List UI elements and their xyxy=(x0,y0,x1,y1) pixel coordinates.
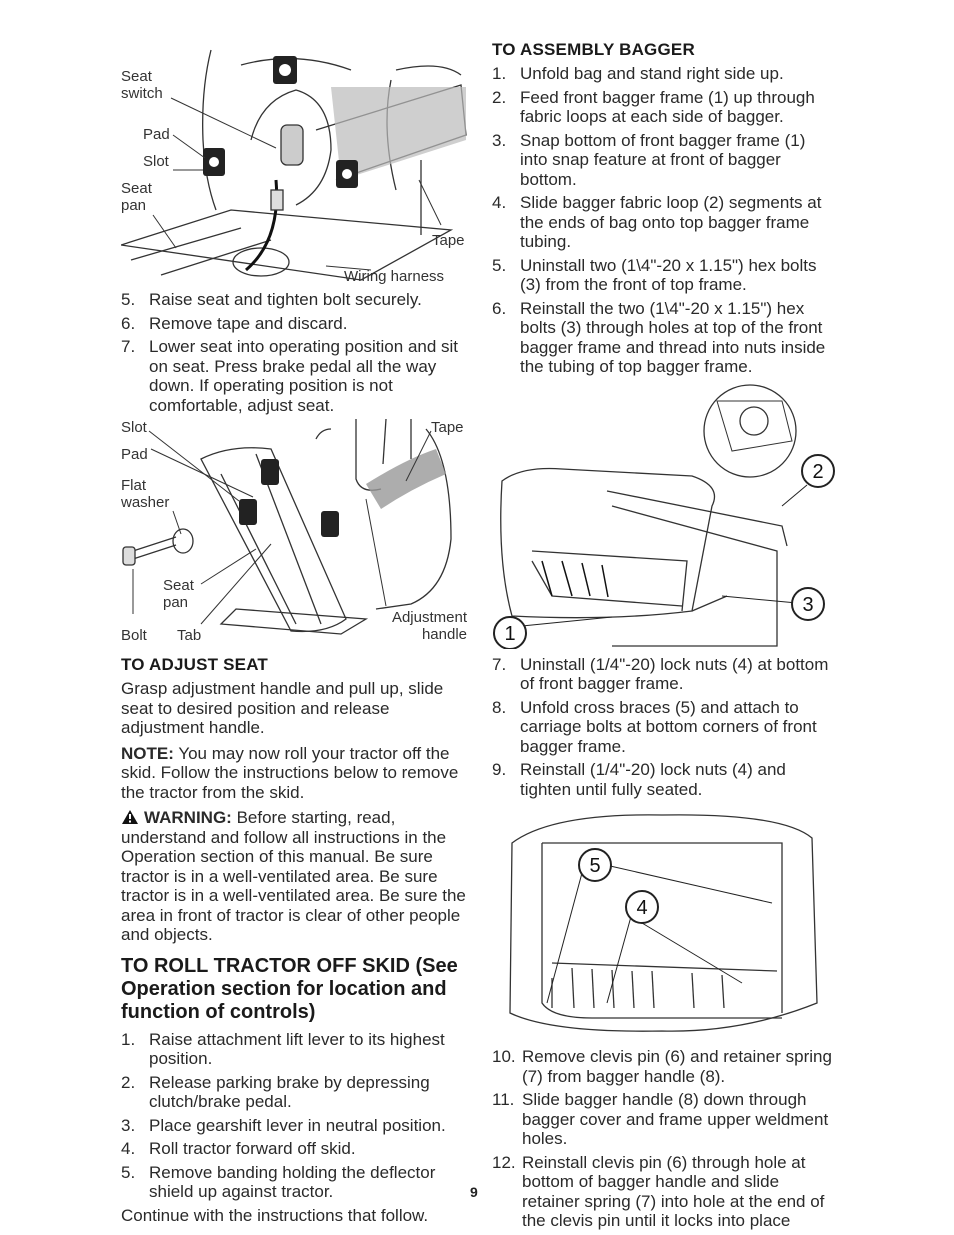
list-item xyxy=(492,131,835,190)
list-item xyxy=(492,760,835,799)
step-text: Unfold bag and stand right side up. xyxy=(520,64,784,83)
step-number: 11. xyxy=(492,1090,515,1109)
list-item xyxy=(121,1073,467,1112)
label-slot: Slot xyxy=(143,153,169,170)
list-item xyxy=(121,1139,467,1159)
step-text: Feed front bagger frame (1) up through fabric loops at each side of bagger. xyxy=(520,87,815,126)
step-number: 5. xyxy=(121,290,136,309)
cross-brace-drawing xyxy=(492,803,835,1039)
step-text: Lower seat into operating position and sit on seat. Press brake pedal all the way down. If operating position is not comfortable, adjust seat. xyxy=(149,337,459,415)
step-text: Reinstall clevis pin (6) through hole at bottom of bagger handle and slide retainer spring (7) into hole at the end of the clevis pin until it locks into place xyxy=(522,1152,825,1230)
note-text: You may now roll your tractor off the skid. Follow the instructions below to remove the tractor from the skid. xyxy=(121,743,459,802)
list-item xyxy=(121,1030,467,1069)
step-text: Remove tape and discard. xyxy=(149,313,348,333)
list-item xyxy=(492,64,835,84)
cross-brace-figure xyxy=(492,803,835,1039)
step-number: 7. xyxy=(492,654,507,674)
label-seat-switch: Seat switch xyxy=(121,68,163,102)
label-tab: Tab xyxy=(177,627,202,644)
continue-text: Continue with the instructions that follow. xyxy=(121,1205,429,1225)
assembly-steps-c xyxy=(492,1047,835,1231)
label-wiring-harness: Wiring harness xyxy=(344,268,445,285)
list-item xyxy=(492,1090,835,1149)
callout-4: 4 xyxy=(636,897,648,919)
label-pad: Pad xyxy=(121,446,148,463)
step-text: Unfold cross braces (5) and attach to carriage bolts at bottom corners of front bagger frame. xyxy=(520,697,817,756)
step-number: 8. xyxy=(492,697,507,717)
step-text: Snap bottom of front bagger frame (1) into snap feature at front of bagger bottom. xyxy=(520,130,806,189)
step-number: 5. xyxy=(492,255,507,275)
seat-steps-list xyxy=(121,290,467,415)
step-text: Slide bagger fabric loop (2) segments at the ends of bag onto top bagger frame tubing. xyxy=(520,193,822,251)
label-seat-pan: Seat pan xyxy=(163,577,194,611)
step-text: Slide bagger handle (8) down through bagger cover and frame upper weldment holes. xyxy=(522,1090,829,1148)
callout-2: 2 xyxy=(812,460,824,483)
label-slot: Slot xyxy=(121,419,147,436)
step-number: 4. xyxy=(492,193,507,212)
callout-1: 1 xyxy=(504,622,516,645)
list-item xyxy=(492,698,835,757)
assembly-steps-a xyxy=(492,64,835,377)
step-number: 6. xyxy=(121,313,136,333)
callout-3: 3 xyxy=(802,593,814,616)
list-item xyxy=(121,1116,467,1136)
list-item xyxy=(492,256,835,295)
left-column xyxy=(121,30,467,1231)
step-number: 3. xyxy=(492,130,507,150)
step-number: 3. xyxy=(121,1115,136,1135)
warning-text: Before starting, read, understand and follow all instructions in the Operation section of this manual. Be sure tractor is in a well-ventilated area. Be sure tractor is in a well-ventilated area. Be sure the area in front of tractor is clear of other people and objects. xyxy=(121,808,466,944)
step-number: 10. xyxy=(492,1047,516,1066)
bagger-frame-drawing xyxy=(492,381,835,649)
adjust-seat-body: Grasp adjustment handle and pull up, slide seat to desired position and release adjustment handle. xyxy=(121,679,444,737)
label-seat-pan: Seat pan xyxy=(121,180,152,214)
list-item xyxy=(492,299,835,377)
list-item xyxy=(492,655,835,694)
warning-paragraph xyxy=(121,808,467,945)
list-item xyxy=(121,314,467,334)
step-number: 1. xyxy=(492,64,507,83)
step-number: 12. xyxy=(492,1152,516,1172)
step-number: 1. xyxy=(121,1029,136,1049)
assembly-heading: TO ASSEMBLY BAGGER xyxy=(492,40,695,59)
seat-adjust-figure xyxy=(121,419,467,649)
adjust-seat-heading: TO ADJUST SEAT xyxy=(121,655,269,674)
step-text: Roll tractor forward off skid. xyxy=(149,1139,356,1158)
label-bolt: Bolt xyxy=(121,627,147,644)
step-text: Uninstall two (1\4"-20 x 1.15") hex bolts (3) from the front of top frame. xyxy=(520,255,817,294)
label-pad: Pad xyxy=(143,126,170,143)
step-text: Reinstall the two (1\4"-20 x 1.15") hex bolts (3) through holes at top of the front bagger frame and thread into nuts inside the tubing of top bagger frame. xyxy=(520,298,826,376)
step-number: 2. xyxy=(492,87,507,107)
step-text: Release parking brake by depressing clutch/brake pedal. xyxy=(149,1072,430,1111)
step-number: 5. xyxy=(121,1162,136,1182)
label-tape: Tape xyxy=(432,232,465,249)
callout-5: 5 xyxy=(589,855,601,877)
step-text: Reinstall (1/4"-20) lock nuts (4) and tighten until fully seated. xyxy=(520,760,786,799)
step-text: Place gearshift lever in neutral position. xyxy=(149,1115,446,1135)
list-item xyxy=(121,337,467,415)
list-item xyxy=(492,193,835,252)
step-number: 4. xyxy=(121,1139,136,1158)
list-item xyxy=(121,290,467,310)
roll-off-heading: TO ROLL TRACTOR OFF SKID (See Operation section for location and function of controls) xyxy=(121,954,458,1023)
page-number: 9 xyxy=(470,1184,478,1200)
step-text: Uninstall (1/4"-20) lock nuts (4) at bottom of front bagger frame. xyxy=(520,654,829,693)
label-adjustment-handle: Adjustment handle xyxy=(391,609,467,643)
seat-switch-figure xyxy=(121,30,467,288)
step-number: 2. xyxy=(121,1072,136,1092)
warning-icon xyxy=(121,809,139,825)
label-tape: Tape xyxy=(431,419,464,436)
list-item xyxy=(492,88,835,127)
list-item xyxy=(121,1163,467,1202)
step-text: Raise attachment lift lever to its highest position. xyxy=(149,1029,445,1068)
step-text: Remove banding holding the deflector shield up against tractor. xyxy=(149,1162,436,1201)
right-column xyxy=(492,40,835,1235)
seat-switch-drawing xyxy=(121,30,467,288)
assembly-steps-b xyxy=(492,655,835,800)
note-paragraph xyxy=(121,744,467,803)
roll-off-steps-list xyxy=(121,1030,467,1202)
list-item xyxy=(492,1047,835,1086)
step-text: Remove clevis pin (6) and retainer spring (7) from bagger handle (8). xyxy=(522,1047,832,1086)
step-number: 9. xyxy=(492,760,507,779)
warning-label: WARNING: xyxy=(144,808,232,827)
bagger-frame-figure xyxy=(492,381,835,649)
list-item xyxy=(492,1153,835,1231)
step-number: 6. xyxy=(492,298,507,318)
step-number: 7. xyxy=(121,337,136,356)
step-text: Raise seat and tighten bolt securely. xyxy=(149,290,422,309)
label-flat-washer: Flat washer xyxy=(121,477,170,511)
note-label: NOTE: xyxy=(121,743,174,763)
